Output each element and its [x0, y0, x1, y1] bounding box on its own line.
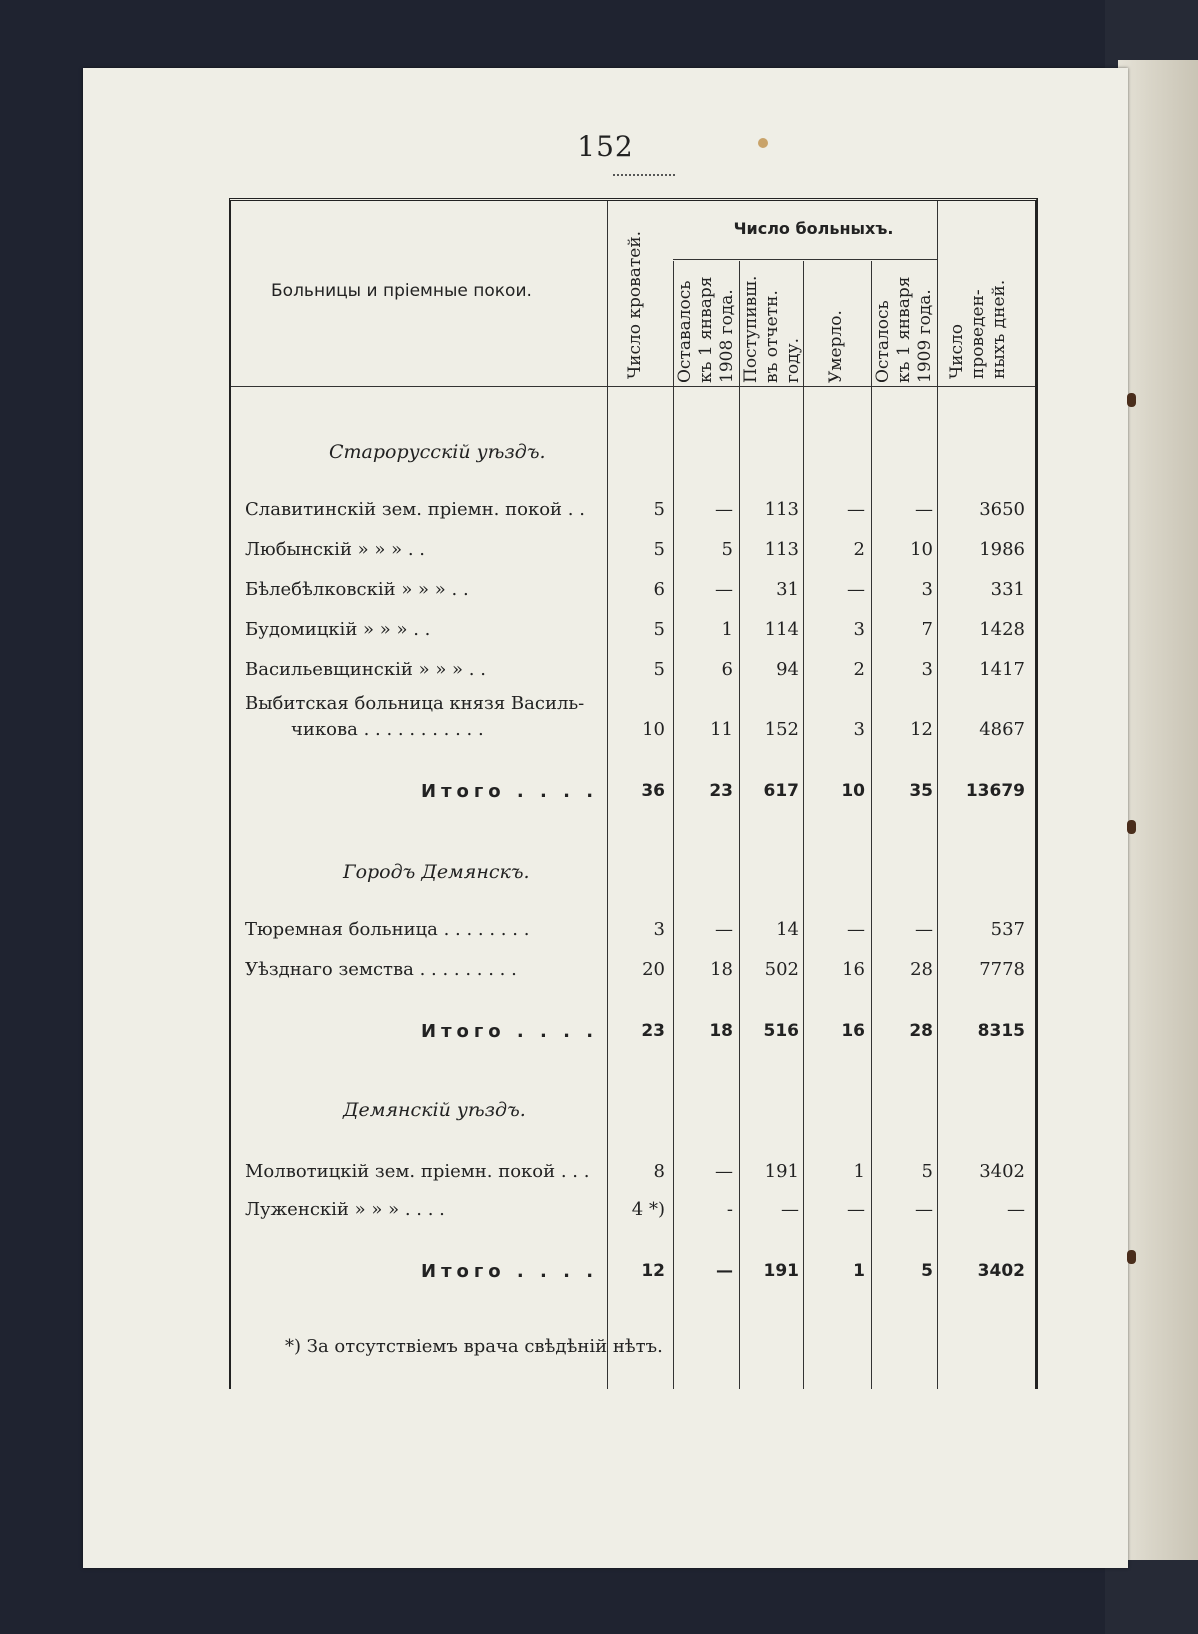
total-start: 23	[709, 781, 733, 801]
cell-end: 12	[910, 719, 933, 740]
header-patients-group: Число больныхъ.	[733, 219, 894, 238]
cell-died: —	[847, 579, 865, 600]
total-days: 8315	[977, 1021, 1025, 1041]
total-end: 28	[909, 1021, 933, 1041]
cell-days: 3402	[979, 1161, 1025, 1182]
row-name: Будомицкій » » » . .	[245, 619, 431, 640]
row-name: Выбитская больница князя Василь-	[245, 693, 585, 714]
total-row	[231, 1261, 1035, 1289]
book-page	[83, 68, 1128, 1568]
cell-beds: 4 *)	[631, 1199, 665, 1220]
cell-beds: 5	[653, 619, 665, 640]
page-number-underline	[613, 168, 675, 176]
total-beds: 12	[641, 1261, 665, 1281]
cell-end: —	[915, 499, 933, 520]
header-admitted: Поступивш. въ отчетн. году.	[741, 275, 803, 383]
table-row	[231, 919, 1035, 947]
total-end: 35	[909, 781, 933, 801]
cell-start: —	[715, 579, 733, 600]
cell-days: 1417	[979, 659, 1025, 680]
cell-died: 3	[853, 619, 865, 640]
section-title: Старорусскій уѣздъ.	[329, 441, 546, 463]
cell-beds: 5	[653, 659, 665, 680]
cell-beds: 20	[642, 959, 665, 980]
cell-end: 5	[921, 1161, 933, 1182]
cell-end: 3	[921, 659, 933, 680]
page-edge	[1118, 60, 1198, 1560]
cell-died: 1	[853, 1161, 865, 1182]
header-died: Умерло.	[826, 310, 846, 383]
cell-beds: 8	[653, 1161, 665, 1182]
cell-days: 3650	[979, 499, 1025, 520]
cell-beds: 6	[653, 579, 665, 600]
table-row	[231, 693, 1035, 753]
cell-start: 5	[721, 539, 733, 560]
row-name: Славитинскій зем. пріемн. покой . .	[245, 499, 585, 520]
total-start: 18	[709, 1021, 733, 1041]
cell-start: 18	[710, 959, 733, 980]
cell-died: 16	[842, 959, 865, 980]
hospital-table	[229, 198, 1038, 1389]
table-row	[231, 499, 1035, 527]
total-beds: 23	[641, 1021, 665, 1041]
binding-pin	[1127, 1250, 1136, 1264]
cell-end: 3	[921, 579, 933, 600]
row-name: Любынскій » » » . .	[245, 539, 426, 560]
total-label: Итого . . . .	[421, 1021, 599, 1042]
total-beds: 36	[641, 781, 665, 801]
cell-admitted: 191	[764, 1161, 799, 1182]
cell-days: 331	[990, 579, 1025, 600]
table-row	[231, 1161, 1035, 1189]
total-admitted: 191	[763, 1261, 799, 1281]
cell-beds: 10	[642, 719, 665, 740]
section-title: Демянскій уѣздъ.	[343, 1099, 526, 1121]
cell-end: 28	[910, 959, 933, 980]
total-row	[231, 1021, 1035, 1049]
cell-end: —	[915, 919, 933, 940]
cell-beds: 5	[653, 539, 665, 560]
cell-died: —	[847, 499, 865, 520]
cell-start: 1	[721, 619, 733, 640]
table-row	[231, 959, 1035, 987]
cell-days: 4867	[979, 719, 1025, 740]
cell-end: 7	[921, 619, 933, 640]
cell-admitted: 113	[764, 539, 799, 560]
cell-start: 6	[721, 659, 733, 680]
total-admitted: 617	[763, 781, 799, 801]
total-row	[231, 781, 1035, 809]
cell-end: 10	[910, 539, 933, 560]
cell-died: —	[847, 919, 865, 940]
header-hospitals: Больницы и пріемные покои.	[271, 281, 532, 301]
table-row	[231, 579, 1035, 607]
header-beds: Число кроватей.	[625, 230, 645, 379]
cell-start: 11	[710, 719, 733, 740]
footnote: *) За отсутствіемъ врача свѣдѣній нѣтъ.	[285, 1336, 663, 1357]
cell-start: —	[715, 919, 733, 940]
cell-died: 2	[853, 539, 865, 560]
total-admitted: 516	[763, 1021, 799, 1041]
cell-beds: 3	[653, 919, 665, 940]
cell-admitted: 94	[776, 659, 799, 680]
cell-days: 1986	[979, 539, 1025, 560]
row-name-continued: чикова . . . . . . . . . . .	[291, 719, 484, 740]
header-rule	[231, 386, 1035, 387]
table-row	[231, 539, 1035, 567]
header-remained-end: Осталось къ 1 января 1909 года.	[873, 276, 935, 383]
total-days: 13679	[965, 781, 1025, 801]
cell-admitted: 31	[776, 579, 799, 600]
binding-pin	[1127, 820, 1136, 834]
total-label: Итого . . . .	[421, 1261, 599, 1282]
row-name: Уѣзднаго земства . . . . . . . . .	[245, 959, 517, 980]
cell-died: —	[847, 1199, 865, 1220]
cell-admitted: 502	[764, 959, 799, 980]
cell-admitted: —	[781, 1199, 799, 1220]
row-name: Васильевщинскій » » » . .	[245, 659, 486, 680]
page-number: 152	[577, 130, 634, 163]
total-start: —	[716, 1261, 733, 1281]
row-name: Молвотицкій зем. пріемн. покой . . .	[245, 1161, 590, 1182]
cell-beds: 5	[653, 499, 665, 520]
cell-end: —	[915, 1199, 933, 1220]
total-died: 10	[841, 781, 865, 801]
row-name: Тюремная больница . . . . . . . .	[245, 919, 530, 940]
cell-start: —	[715, 1161, 733, 1182]
total-label: Итого . . . .	[421, 781, 599, 802]
group-underline	[673, 259, 937, 260]
cell-start: -	[726, 1199, 733, 1220]
row-name: Луженскій » » » . . . .	[245, 1199, 445, 1220]
section-title: Городъ Демянскъ.	[343, 861, 530, 883]
table-row	[231, 659, 1035, 687]
cell-days: 7778	[979, 959, 1025, 980]
cell-admitted: 113	[764, 499, 799, 520]
cell-days: —	[1007, 1199, 1025, 1220]
cell-days: 1428	[979, 619, 1025, 640]
cell-admitted: 114	[764, 619, 799, 640]
table-row	[231, 1199, 1035, 1227]
total-died: 16	[841, 1021, 865, 1041]
table-row	[231, 619, 1035, 647]
row-name: Бѣлебѣлковскій » » » . .	[245, 579, 469, 600]
header-days: Число проведен- ныхъ дней.	[947, 279, 1009, 379]
total-days: 3402	[977, 1261, 1025, 1281]
total-end: 5	[921, 1261, 933, 1281]
binding-pin	[1127, 393, 1136, 407]
cell-died: 2	[853, 659, 865, 680]
cell-start: —	[715, 499, 733, 520]
header-remained-start: Оставалось къ 1 января 1908 года.	[675, 276, 737, 383]
cell-admitted: 152	[764, 719, 799, 740]
cell-died: 3	[853, 719, 865, 740]
total-died: 1	[853, 1261, 865, 1281]
cell-admitted: 14	[776, 919, 799, 940]
cell-days: 537	[990, 919, 1025, 940]
